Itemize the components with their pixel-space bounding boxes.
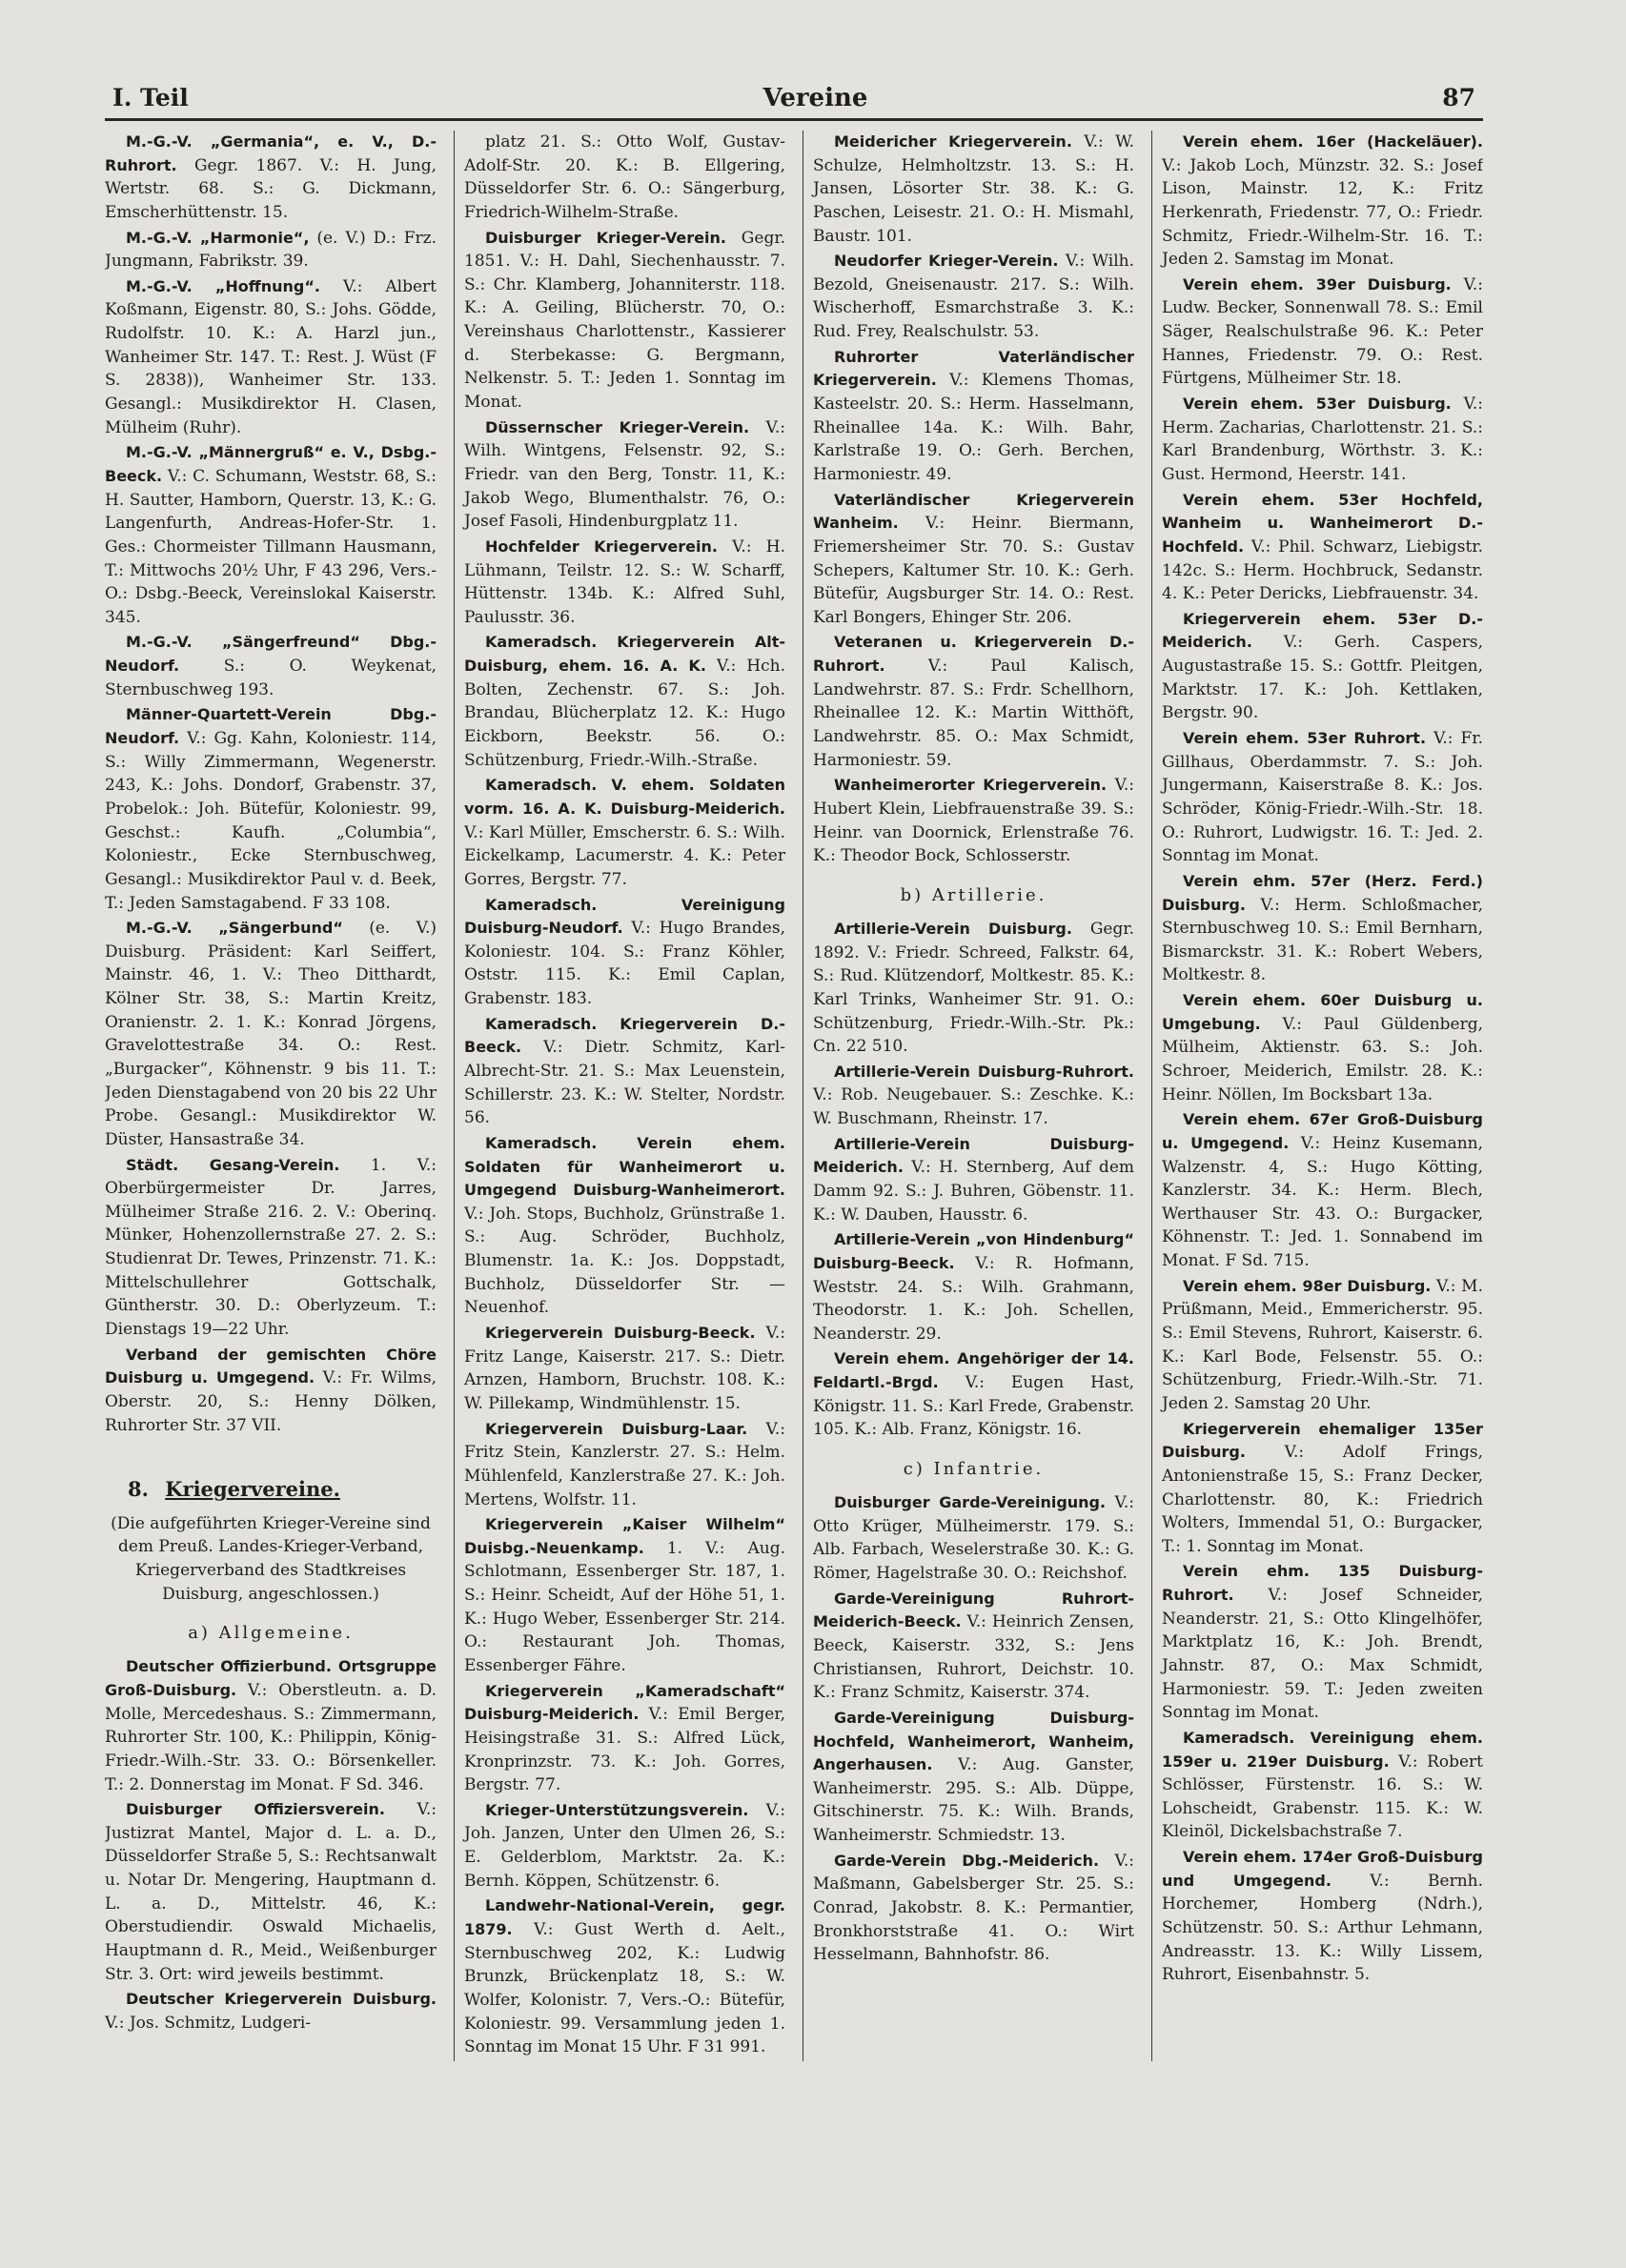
directory-entry xyxy=(105,227,437,273)
entry-heading: M.-G.-V. „Hoffnung“. xyxy=(126,276,320,295)
directory-entry xyxy=(105,1988,437,2035)
entry-heading: Kameradsch. Verein ehem. Soldaten für Wanheimerort u. Umgegend Duisburg-Wanheimerort. xyxy=(464,1133,785,1200)
directory-entry xyxy=(813,631,1134,772)
entry-text: V.: Jos. Schmitz, Ludgeri- xyxy=(105,2013,312,2033)
entry-text: V.: Heinrich Zensen, Beeck, Kaiserstr. 332, S.: Jens Christiansen, Ruhrort, Deichstr. 10. K.: Franz Schmitz, Kaiserstr. 374. xyxy=(813,1612,1134,1703)
directory-entry xyxy=(105,131,437,225)
entry-heading: Ruhrorter Vaterländischer Kriegerverein. xyxy=(813,347,1134,390)
entry-heading: Verein ehem. 39er Duisburg. xyxy=(1183,274,1452,294)
entry-heading: Düssernscher Krieger-Verein. xyxy=(485,417,750,436)
entry-text: (e. V.) Duisburg. Präsident: Karl Seiffert, Mainstr. 46, 1. V.: Theo Ditthardt, Kölner Str. 38, S.: Martin Kreitz, Oranienstr. 2. 1. K.: Konrad Jörgens, Gravelottestraße 34. O.: Rest. „Burgacker“, Köhnenstr. 9 bis 11. T.: Jeden Dienstagabend von 20 bis 22 Uhr Probe. Gesangl.: Musikdirektor W. Düster, Hansastraße 34. xyxy=(105,919,437,1149)
directory-entry xyxy=(464,774,785,891)
directory-entry xyxy=(813,1347,1134,1442)
entry-text: V.: Fr. Gillhaus, Oberdammstr. 7. S.: Joh. Jungermann, Kaiserstraße 8. K.: Jos. Schröder, König-Friedr.-Wilh.-Str. 18. O.: Ruhrort, Ludwigstr. 16. T.: Jed. 2. Sonntag im Monat. xyxy=(1162,729,1483,866)
entry-heading: M.-G.-V. „Männergruß“ e. V., Dsbg.-Beeck. xyxy=(105,443,437,485)
col2-entries xyxy=(464,131,785,2059)
directory-entry xyxy=(813,131,1134,248)
directory-entry xyxy=(464,1680,785,1797)
entry-heading: Artillerie-Verein „von Hindenburg“ Duisburg-Beeck. xyxy=(813,1230,1134,1272)
entry-heading: Verein ehem. 98er Duisburg. xyxy=(1183,1276,1432,1295)
entry-text: V.: Emil Berger, Heisingstraße 31. S.: Alfred Lück, Kronprinzstr. 73. K.: Joh. Gorres, Bergstr. 77. xyxy=(464,1705,785,1795)
entry-heading: Verein ehm. 57er (Herz. Ferd.) Duisburg. xyxy=(1162,871,1483,914)
entry-text: 1. V.: Oberbürgermeister Dr. Jarres, Mülheimer Straße 216. 2. V.: Oberinq. Münker, Hohenzollernstraße 27. 2. S.: Studienrat Dr. Tewes, Prinzenstr. 71. K.: Mittelschullehrer Gottschalk, Güntherstr. 30. D.: Oberlyzeum. T.: Dienstags 19—22 Uhr. xyxy=(105,1155,437,1340)
entry-heading: M.-G.-V. „Sängerfreund“ Dbg.-Neudorf. xyxy=(105,633,437,676)
entry-text: V.: Fritz Lange, Kaiserstr. 217. S.: Dietr. Arnzen, Hamborn, Bruchstr. 108. K.: W. Pillekamp, Windmühlenstr. 15. xyxy=(464,1324,785,1413)
entry-text: V.: H. Sternberg, Auf dem Damm 92. S.: J. Buhren, Göbenstr. 11. K.: W. Dauben, Hausstr. 6. xyxy=(813,1158,1134,1225)
entry-heading: Verein ehem. 16er (Hackeläuer). xyxy=(1183,132,1483,151)
entry-text: V.: Albert Koßmann, Eigenstr. 80, S.: Johs. Gödde, Rudolfstr. 10. K.: A. Harzl jun., Wanheimer Str. 147. T.: Rest. J. Wüst (F S. 2838)), Wanheimer Str. 133. Gesangl.: Musikdirektor H. Clasen, Mülheim (Ruhr). xyxy=(105,276,437,437)
entry-text: V.: Hch. Bolten, Zechenstr. 67. S.: Joh. Brandau, Blücherplatz 12. K.: Hugo Eickborn, Beekstr. 56. O.: Schützenburg, Friedr.-Wilh.-Straße. xyxy=(464,657,785,770)
entry-text: V.: Klemens Thomas, Kasteelstr. 20. S.: Herm. Hasselmann, Rheinallee 14a. K.: Wilh. Bahr, Karlstraße 19. O.: Gerh. Berchen, Harmoniestr. 49. xyxy=(813,371,1134,484)
entry-heading: M.-G.-V. „Harmonie“, xyxy=(126,228,310,247)
directory-entry xyxy=(105,1344,437,1438)
entry-heading: Krieger-Unterstützungsverein. xyxy=(485,1800,749,1819)
entry-heading: Kameradsch. Kriegerverein Alt-Duisburg, ehem. 16. A. K. xyxy=(464,633,785,676)
section-note: (Die aufgeführten Krieger-Vereine sind dem Preuß. Landes-Krieger-Verband, Kriegerverband des Stadtkreises Duisburg, angeschlossen.) xyxy=(111,1513,431,1604)
entry-heading: Kameradsch. Vereinigung ehem. 159er u. 219er Duisburg. xyxy=(1162,1728,1483,1771)
directory-entry xyxy=(1162,1560,1483,1724)
column-3 xyxy=(803,131,1134,2061)
entry-text: platz 21. S.: Otto Wolf, Gustav-Adolf-Str. 20. K.: B. Ellgering, Düsseldorfer Str. 6. O.: Sängerburg, Friedrich-Wilhelm-Straße. xyxy=(464,132,785,222)
directory-entry xyxy=(1162,273,1483,391)
entry-heading: Städt. Gesang-Verein. xyxy=(126,1155,340,1174)
col1-entries xyxy=(105,131,437,1437)
directory-entry xyxy=(813,1707,1134,1848)
entry-text: Gegr. 1892. V.: Friedr. Schreed, Falkstr. 64, S.: Rud. Klützendorf, Moltkestr. 85. K.: Karl Trinks, Wanheimer Str. 91. O.: Schützenburg, Friedr.-Wilh.-Str. Pk.: Cn. 22 510. xyxy=(813,919,1134,1057)
entry-heading: Männer-Quartett-Verein Dbg.-Neudorf. xyxy=(105,705,437,748)
entry-text: V.: Aug. Ganster, Wanheimerstr. 295. S.: Alb. Düppe, Gitschinerstr. 75. K.: Wilh. Brands, Wanheimerstr. Schmiedstr. 13. xyxy=(813,1755,1134,1846)
directory-entry xyxy=(464,1013,785,1130)
entry-heading: Duisburger Krieger-Verein. xyxy=(485,228,726,247)
directory-entry xyxy=(1162,131,1483,272)
columns xyxy=(105,131,1483,2061)
directory-entry xyxy=(464,416,785,534)
entry-text: V.: R. Hofmann, Weststr. 24. S.: Wilh. Grahmann, Theodorstr. 1. K.: Joh. Schellen, Neanderstr. 29. xyxy=(813,1253,1134,1344)
entry-heading: Verein ehem. Angehöriger der 14. Feldartl.-Brgd. xyxy=(813,1349,1134,1392)
entry-heading: Kameradsch. V. ehem. Soldaten vorm. 16. A. K. Duisburg-Meiderich. xyxy=(464,776,785,818)
directory-entry xyxy=(813,918,1134,1059)
entry-text: V.: Bernh. Horchemer, Homberg (Ndrh.), Schützenstr. 50. S.: Arthur Lehmann, Andreasstr. 13. K.: Willy Lissem, Ruhrort, Eisenbahnstr. 5. xyxy=(1162,1871,1483,1985)
entry-text: V.: Phil. Schwarz, Liebigstr. 142c. S.: Herm. Hochbruck, Sedanstr. 4. K.: Peter Dericks, Liebfrauenstr. 34. xyxy=(1162,537,1483,604)
subheading-infantry: c) Infantrie. xyxy=(903,1459,1045,1480)
entry-text: V.: Dietr. Schmitz, Karl-Albrecht-Str. 21. S.: Max Leuenstein, Schillerstr. 23. K.: W. Stelter, Nordstr. 56. xyxy=(464,1038,785,1128)
entry-heading: Kameradsch. Vereinigung Duisburg-Neudorf. xyxy=(464,895,785,938)
entry-heading: Neudorfer Krieger-Verein. xyxy=(834,252,1059,271)
entry-heading: Meidericher Kriegerverein. xyxy=(834,132,1072,151)
directory-entry xyxy=(813,1061,1134,1131)
entry-text: V.: Otto Krüger, Mülheimerstr. 179. S.: Alb. Farbach, Weselerstraße 30. K.: G. Römer, Hagelstraße 30. O.: Reichshof. xyxy=(813,1493,1134,1584)
directory-entry xyxy=(1162,1727,1483,1844)
entry-heading: Kriegerverein „Kameradschaft“ Duisburg-Meiderich. xyxy=(464,1681,785,1724)
directory-entry xyxy=(1162,393,1483,487)
entry-heading: Verein ehem. 67er Groß-Duisburg u. Umgegend. xyxy=(1162,1110,1483,1152)
directory-entry xyxy=(813,346,1134,487)
entry-heading: Verein ehem. 174er Groß-Duisburg und Umgegend. xyxy=(1162,1848,1483,1890)
directory-entry xyxy=(464,1513,785,1677)
directory-entry xyxy=(1162,489,1483,606)
entry-heading: Duisburger Offiziersverein. xyxy=(126,1800,385,1819)
entry-heading: Verein ehem. 53er Duisburg. xyxy=(1183,395,1452,414)
directory-entry xyxy=(105,441,437,629)
directory-entry xyxy=(464,1132,785,1320)
col1-entries-2 xyxy=(105,1655,437,2035)
entry-text: (e. V.) D.: Frz. Jungmann, Fabrikstr. 39. xyxy=(105,228,437,272)
entry-text: V.: Ludw. Becker, Sonnenwall 78. S.: Emil Säger, Realschulstraße 96. K.: Peter Hannes, Friedenstr. 79. O.: Rest. Fürtgens, Mülheimer Str. 18. xyxy=(1162,274,1483,389)
entry-text: V.: Wilh. Wintgens, Felsenstr. 92, S.: Friedr. van den Berg, Tonstr. 11, K.: Jakob Wego, Blumenthalstr. 76, O.: Josef Fasoli, Hindenburgplatz 11. xyxy=(464,417,785,532)
directory-entry xyxy=(813,1228,1134,1346)
directory-entry xyxy=(464,1894,785,2058)
column-1 xyxy=(105,131,437,2061)
entry-text: V.: Joh. Stops, Buchholz, Grünstraße 1. S.: Aug. Schröder, Buchholz, Blumenstr. 1a. K.: Jos. Doppstadt, Buchholz, Düsseldorfer Str. — Neuenhof. xyxy=(464,1204,785,1318)
entry-text: V.: Oberstleutn. a. D. Molle, Mercedeshaus. S.: Zimmermann, Ruhrorter Str. 100, K.: Philippin, König-Friedr.-Wilh.-Str. 33. O.: Börsenkeller. T.: 2. Donnerstag im Monat. F Sd. 346. xyxy=(105,1680,437,1794)
col3-entries-b xyxy=(813,918,1134,1442)
entry-text: V.: C. Schumann, Weststr. 68, S.: H. Sautter, Hamborn, Querstr. 13, K.: G. Langenfurth, Andreas-Hofer-Str. 1. Ges.: Chormeister Tillmann Hausmann, T.: Mittwochs 20½ Uhr, F 43 296, Vers.-O.: Dsbg.-Beeck, Vereinslokal Kaiserstr. 345. xyxy=(105,466,437,627)
directory-entry xyxy=(1162,727,1483,868)
entry-heading: Kriegerverein ehem. 53er D.-Meiderich. xyxy=(1162,609,1483,652)
directory-entry xyxy=(1162,608,1483,725)
entry-heading: Verein ehm. 135 Duisburg-Ruhrort. xyxy=(1162,1562,1483,1605)
directory-entry xyxy=(105,1154,437,1342)
entry-heading: Hochfelder Kriegerverein. xyxy=(485,537,718,556)
entry-heading: Garde-Vereinigung Duisburg-Hochfeld, Wanheimerort, Wanheim, Angerhausen. xyxy=(813,1708,1134,1774)
entry-heading: Artillerie-Verein Duisburg-Ruhrort. xyxy=(834,1062,1134,1081)
directory-entry xyxy=(813,1133,1134,1227)
entry-heading: Artillerie-Verein Duisburg. xyxy=(834,919,1072,938)
directory-entry xyxy=(1162,870,1483,987)
directory-entry xyxy=(105,275,437,439)
entry-text: V.: Herm. Zacharias, Charlottenstr. 21. S.: Karl Brandenburg, Wörthstr. 3. K.: Gust. Hermond, Heerstr. 141. xyxy=(1162,395,1483,484)
directory-entry xyxy=(813,1491,1134,1586)
entry-text: V.: Wilh. Bezold, Gneisenaustr. 217. S.: Wilh. Wischerhoff, Esmarchstraße 3. K.: Rud. Frey, Realschulstr. 53. xyxy=(813,252,1134,342)
entry-text: V.: W. Schulze, Helmholtzstr. 13. S.: H. Jansen, Lösorter Str. 38. K.: G. Paschen, Leisestr. 21. O.: H. Mismahl, Baustr. 101. xyxy=(813,132,1134,246)
directory-entry xyxy=(105,631,437,701)
subheading-general: a) Allgemeine. xyxy=(188,1623,354,1644)
entry-text: V.: Heinr. Biermann, Friemersheimer Str. 70. S.: Gustav Schepers, Kaltumer Str. 10. K.: Gerh. Bütefür, Augsburger Str. 14. O.: Rest. Karl Bongers, Ehinger Str. 206. xyxy=(813,514,1134,627)
entry-heading: Deutscher Offizierbund. Ortsgruppe Groß-Duisburg. xyxy=(105,1657,437,1699)
directory-entry xyxy=(1162,1275,1483,1416)
page-number: 87 xyxy=(1442,84,1475,111)
entry-text: V.: Fr. Wilms, Oberstr. 20, S.: Henny Dölken, Ruhrorter Str. 37 VII. xyxy=(105,1368,437,1435)
directory-entry xyxy=(464,131,785,225)
entry-heading: Kameradsch. Kriegerverein D.-Beeck. xyxy=(464,1014,785,1057)
entry-heading: Vaterländischer Kriegerverein Wanheim. xyxy=(813,490,1134,533)
entry-text: S.: O. Weykenat, Sternbuschweg 193. xyxy=(105,657,437,699)
page-header xyxy=(105,84,1483,121)
section-number: 8. xyxy=(128,1477,149,1502)
entry-heading: M.-G.-V. „Sängerbund“ xyxy=(126,919,343,938)
entry-heading: Kriegerverein Duisburg-Laar. xyxy=(485,1419,748,1438)
entry-text: V.: Joh. Janzen, Unter den Ulmen 26, S.: E. Gelderblom, Marktstr. 2a. K.: Bernh. Köppen, Schützenstr. 6. xyxy=(464,1800,785,1891)
entry-text: V.: Maßmann, Gabelsberger Str. 25. S.: Conrad, Jakobstr. 8. K.: Permantier, Bronkhorststraße 41. O.: Wirt Hesselmann, Bahnhofstr. 86. xyxy=(813,1851,1134,1965)
column-2 xyxy=(454,131,785,2061)
entry-text: V.: Rob. Neugebauer. S.: Zeschke. K.: W. Buschmann, Rheinstr. 17. xyxy=(813,1085,1134,1129)
entry-heading: Artillerie-Verein Duisburg-Meiderich. xyxy=(813,1134,1134,1177)
column-4 xyxy=(1151,131,1483,2061)
directory-entry xyxy=(464,1799,785,1893)
directory-entry xyxy=(105,1798,437,1986)
entry-text: Gegr. 1867. V.: H. Jung, Wertstr. 68. S.: G. Dickmann, Emscherhüttenstr. 15. xyxy=(105,155,437,222)
entry-heading: M.-G.-V. „Germania“, e. V., D.-Ruhrort. xyxy=(105,132,437,174)
entry-heading: Landwehr-National-Verein, gegr. 1879. xyxy=(464,1896,785,1939)
directory-entry xyxy=(105,1655,437,1796)
entry-heading: Kriegerverein Duisburg-Beeck. xyxy=(485,1324,756,1343)
entry-heading: Kriegerverein „Kaiser Wilhelm“ Duisbg.-Neuenkamp. xyxy=(464,1515,785,1557)
entry-heading: Verein ehem. 53er Hochfeld, Wanheim u. Wanheimerort D.-Hochfeld. xyxy=(1162,490,1483,556)
directory-entry xyxy=(1162,1418,1483,1559)
entry-text: V.: Jakob Loch, Münzstr. 32. S.: Josef Lison, Mainstr. 12, K.: Fritz Herkenrath, Friedenstr. 77, O.: Friedr. Schmitz, Friedr.-Wilhelm-Str. 16. T.: Jeden 2. Samstag im Monat. xyxy=(1162,155,1483,270)
section-title: Vereine xyxy=(762,84,868,112)
entry-text: V.: Fritz Stein, Kanzlerstr. 27. S.: Helm. Mühlenfeld, Kanzlerstraße 27. K.: Joh. Mertens, Wolfstr. 11. xyxy=(464,1419,785,1509)
directory-entry xyxy=(813,1588,1134,1705)
directory-entry xyxy=(105,917,437,1151)
entry-text: V.: Gerh. Caspers, Augustastraße 15. S.: Gottfr. Pleitgen, Marktstr. 17. K.: Joh. Kettlaken, Bergstr. 90. xyxy=(1162,633,1483,723)
directory-entry xyxy=(464,894,785,1011)
section-heading xyxy=(105,1475,437,1504)
entry-heading: Verband der gemischten Chöre Duisburg u. Umgegend. xyxy=(105,1345,437,1387)
directory-entry xyxy=(813,774,1134,868)
part-label: I. Teil xyxy=(112,84,189,111)
directory-entry xyxy=(464,631,785,772)
entry-text: V.: Josef Schneider, Neanderstr. 21, S.: Otto Klingelhöfer, Marktplatz 16, K.: Joh. Brendt, Jahnstr. 87, O.: Max Schmidt, Harmoniestr. 59. T.: Jeden zweiten Sonntag im Monat. xyxy=(1162,1586,1483,1723)
entry-heading: Wanheimerorter Kriegerverein. xyxy=(834,776,1108,795)
entry-heading: Duisburger Garde-Vereinigung. xyxy=(834,1493,1107,1512)
entry-heading: Garde-Verein Dbg.-Meiderich. xyxy=(834,1851,1100,1870)
entry-text: 1. V.: Aug. Schlotmann, Essenberger Str. 187, 1. S.: Heinr. Scheidt, Auf der Höhe 51, 1. K.: Hugo Weber, Essenberger Str. 214. O.: Restaurant Joh. Thomas, Essenberger Fähre. xyxy=(464,1538,785,1675)
directory-entry xyxy=(1162,1846,1483,1987)
entry-text: V.: Herm. Schloßmacher, Sternbuschweg 10. S.: Emil Bernharn, Bismarckstr. 31. K.: Robert Webers, Moltkestr. 8. xyxy=(1162,895,1483,985)
directory-entry xyxy=(464,1322,785,1416)
entry-text: V.: H. Lühmann, Teilstr. 12. S.: W. Scharff, Hüttenstr. 134b. K.: Alfred Suhl, Paulusstr. 36. xyxy=(464,537,785,627)
entry-text: V.: Adolf Frings, Antonienstraße 15, S.: Franz Decker, Charlottenstr. 80, K.: Friedrich Wolters, Immendal 51, O.: Burgacker, T.: 1. Sonntag im Monat. xyxy=(1162,1443,1483,1556)
entry-text: V.: Robert Schlösser, Fürstenstr. 16. S.: W. Lohscheidt, Grabenstr. 115. K.: W. Kleinöl, Dickelsbachstraße 7. xyxy=(1162,1752,1483,1842)
entry-text: Gegr. 1851. V.: H. Dahl, Siechenhausstr. 7. S.: Chr. Klamberg, Johanniterstr. 118. K.: A. Geiling, Blücherstr. 70, O.: Vereinshaus Charlottenstr., Kassierer d. Sterbekasse: G. Bergmann, Nelkenstr. 5. T.: Jeden 1. Sonntag im Monat. xyxy=(464,228,785,413)
entry-text: V.: Eugen Hast, Königstr. 11. S.: Karl Frede, Grabenstr. 105. K.: Alb. Franz, Königstr. 16. xyxy=(813,1373,1134,1440)
entry-text: V.: Gg. Kahn, Koloniestr. 114, S.: Willy Zimmermann, Wegenerstr. 243, K.: Johs. Dondorf, Grabenstr. 37, Probelok.: Joh. Bütefür, Koloniestr. 99, Geschst.: Kaufh. „Columbia“, Koloniestr., Ecke Sternbuschweg, Gesangl.: Musikdirektor Paul v. d. Beek, T.: Jeden Samstagabend. F 33 108. xyxy=(105,729,437,913)
entry-text: V.: Hugo Brandes, Koloniestr. 104. S.: Franz Köhler, Oststr. 115. K.: Emil Caplan, Grabenstr. 183. xyxy=(464,919,785,1009)
directory-entry xyxy=(813,1850,1134,1967)
col3-entries xyxy=(813,131,1134,868)
entry-text: V.: Karl Müller, Emscherstr. 6. S.: Wilh. Eickelkamp, Lacumerstr. 4. K.: Peter Gorres, Bergstr. 77. xyxy=(464,822,785,889)
entry-heading: Kriegerverein ehemaliger 135er Duisburg. xyxy=(1162,1419,1483,1462)
entry-text: V.: Heinz Kusemann, Walzenstr. 4, S.: Hugo Kötting, Kanzlerstr. 34. K.: Herm. Blech, Werthauser Str. 43. O.: Burgacker, Köhnenstr. T.: Jed. 1. Sonnabend im Monat. F Sd. 715. xyxy=(1162,1133,1483,1271)
col3-entries-c xyxy=(813,1491,1134,1967)
entry-text: V.: Paul Güldenberg, Mülheim, Aktienstr. 63. S.: Joh. Schroer, Meiderich, Emilstr. 28. K.: Heinr. Nöllen, Im Bocksbart 13a. xyxy=(1162,1014,1483,1104)
subheading-artillery: b) Artillerie. xyxy=(900,884,1047,905)
directory-entry xyxy=(464,536,785,630)
directory-entry xyxy=(464,1418,785,1512)
col4-entries xyxy=(1162,131,1483,1987)
directory-entry xyxy=(105,703,437,915)
entry-text: V.: Justizrat Mantel, Major d. L. a. D., Düsseldorfer Straße 5, S.: Rechtsanwalt u. Notar Dr. Mengering, Hauptmann d. L. a. D., Mittelstr. 46, K.: Oberstudiendir. Oswald Michaelis, Hauptmann d. R., Meid., Weißenburger Str. 3. Ort: wird jeweils bestimmt. xyxy=(105,1800,437,1984)
entry-heading: Verein ehem. 60er Duisburg u. Umgebung. xyxy=(1162,991,1483,1033)
entry-text: V.: Paul Kalisch, Landwehrstr. 87. S.: Frdr. Schellhorn, Rheinallee 12. K.: Martin Witthöft, Landwehrstr. 85. O.: Max Schmidt, Harmoniestr. 59. xyxy=(813,657,1134,770)
entry-text: V.: Gust Werth d. Aelt., Sternbuschweg 202, K.: Ludwig Brunzk, Brückenplatz 18, S.: W. Wolfer, Kolonistr. 7, Vers.-O.: Bütefür, Koloniestr. 99. Versammlung jeden 1. Sonntag im Monat 15 Uhr. F 31 991. xyxy=(464,1920,785,2057)
entry-heading: Veteranen u. Kriegerverein D.-Ruhrort. xyxy=(813,633,1134,676)
directory-entry xyxy=(813,489,1134,630)
entry-heading: Garde-Vereinigung Ruhrort-Meiderich-Beeck. xyxy=(813,1589,1134,1631)
directory-entry xyxy=(1162,1108,1483,1272)
entry-text: V.: M. Prüßmann, Meid., Emmericherstr. 95. S.: Emil Stevens, Ruhrort, Kaiserstr. 6. K.: Karl Bode, Felsenstr. 55. O.: Schützenburg, Friedr.-Wilh.-Str. 71. Jeden 2. Samstag 20 Uhr. xyxy=(1162,1276,1483,1413)
directory-entry xyxy=(1162,989,1483,1106)
entry-heading: Deutscher Kriegerverein Duisburg. xyxy=(126,1990,437,2009)
directory-entry xyxy=(813,250,1134,344)
entry-heading: Verein ehem. 53er Ruhrort. xyxy=(1183,729,1427,748)
directory-entry xyxy=(464,227,785,415)
entry-text: V.: Hubert Klein, Liebfrauenstraße 39. S.: Heinr. van Doornick, Erlenstraße 76. K.: Theodor Bock, Schlosserstr. xyxy=(813,776,1134,866)
section-heading-title: Kriegervereine. xyxy=(165,1477,340,1502)
